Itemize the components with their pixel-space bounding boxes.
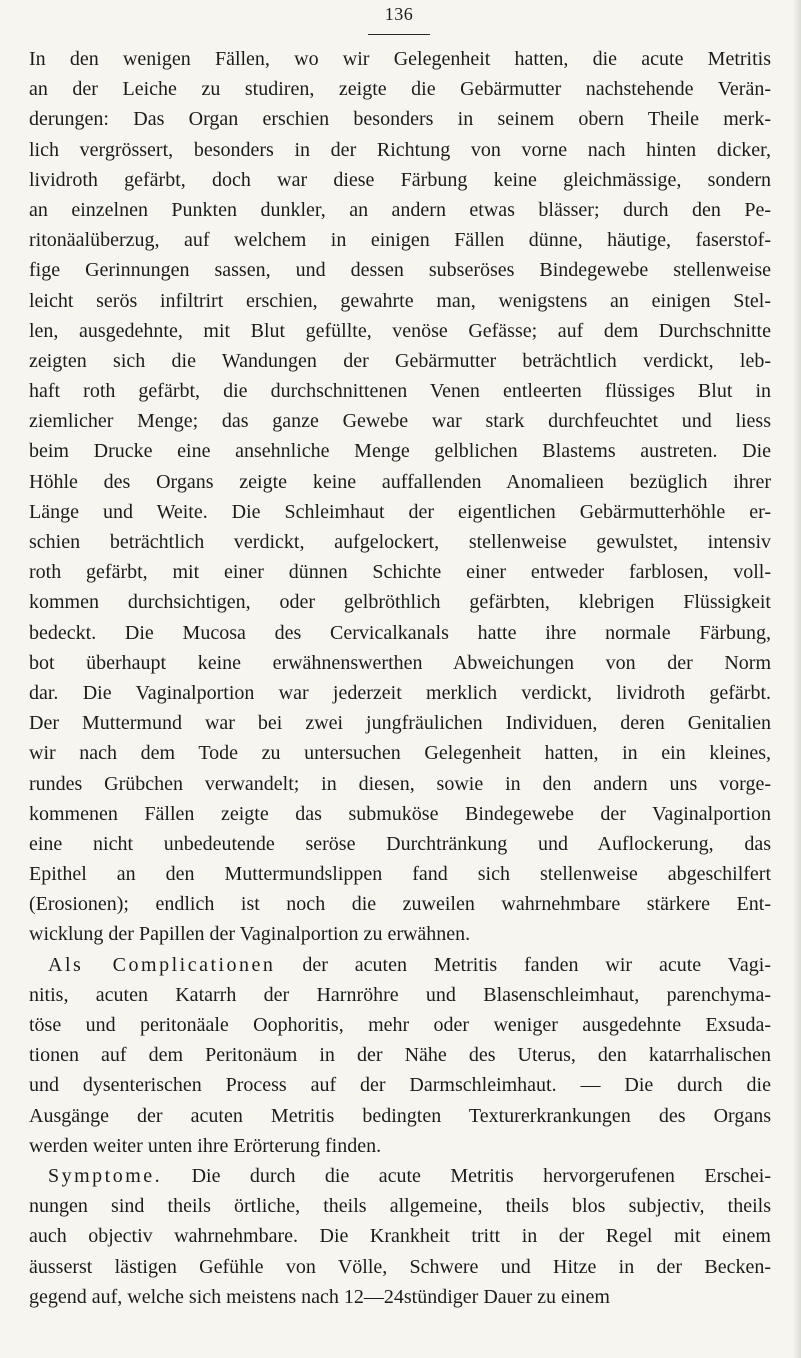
paragraph-autopsy-findings: [29, 44, 771, 950]
text-line: zeigten sich die Wandungen der Gebärmutter beträchtlich verdickt, leb-: [29, 349, 771, 372]
text-line: fige Gerinnungen sassen, und dessen subseröses Bindegewebe stellenweise: [29, 259, 771, 282]
text-line: eine nicht unbedeutende seröse Durchtränkung und Auflockerung, das: [29, 832, 771, 855]
line-text: der acuten Metritis fanden wir acute Vagi-: [275, 953, 771, 976]
text-line: nungen sind theils örtliche, theils allgemeine, theils blos subjectiv, theils: [29, 1195, 771, 1218]
text-line: rundes Grübchen verwandelt; in diesen, sowie in den andern uns vorge-: [29, 772, 771, 795]
text-line: ritonäalüberzug, auf welchem in einigen Fällen dünne, häutige, faserstof-: [29, 229, 771, 252]
text-line: Der Muttermund war bei zwei jungfräulichen Individuen, deren Genitalien: [29, 712, 771, 735]
text-line: ziemlicher Menge; das ganze Gewebe war stark durchfeuchtet und liess: [29, 410, 771, 433]
page-edge-shadow: [793, 0, 801, 1358]
text-line: an der Leiche zu studiren, zeigte die Gebärmutter nachstehende Verän-: [29, 78, 771, 101]
text-line: kommen durchsichtigen, oder gelbröthlich gefärbten, klebrigen Flüssigkeit: [29, 591, 771, 614]
paragraph-complications: [29, 950, 771, 1161]
text-line: Ausgänge der acuten Metritis bedingten Texturerkrankungen des Organs: [29, 1104, 771, 1127]
text-line: In den wenigen Fällen, wo wir Gelegenheit hatten, die acute Metritis: [29, 48, 771, 70]
text-line: nitis, acuten Katarrh der Harnröhre und Blasenschleimhaut, parenchyma-: [29, 983, 771, 1006]
text-line: wir nach dem Tode zu untersuchen Gelegenheit hatten, in ein kleines,: [29, 742, 771, 765]
text-line: Länge und Weite. Die Schleimhaut der eigentlichen Gebärmutterhöhle er-: [29, 500, 771, 523]
text-line: [29, 1161, 771, 1191]
line-text: Die durch die acute Metritis hervorgerufenen Erschei-: [162, 1164, 771, 1187]
text-line: haft roth gefärbt, die durchschnittenen Venen entleerten flüssiges Blut in: [29, 380, 771, 403]
page-number: 136: [384, 4, 414, 24]
paragraph-lead: Symptome.: [48, 1164, 163, 1187]
text-line: äusserst lästigen Gefühle von Völle, Schwere und Hitze in der Becken-: [29, 1255, 771, 1278]
text-line: beim Drucke eine ansehnliche Menge gelblichen Blastems austreten. Die: [29, 440, 771, 463]
text-line: lich vergrössert, besonders in der Richtung von vorne nach hinten dicker,: [29, 138, 771, 161]
text-line: roth gefärbt, mit einer dünnen Schichte einer entweder farblosen, voll-: [29, 561, 771, 584]
text-line: töse und peritonäale Oophoritis, mehr oder weniger ausgedehnte Exsuda-: [29, 1014, 771, 1036]
text-line: an einzelnen Punkten dunkler, an andern etwas blässer; durch den Pe-: [29, 198, 771, 221]
text-line: bot überhaupt keine erwähnenswerthen Abweichungen von der Norm: [29, 651, 771, 674]
text-line: tionen auf dem Peritonäum in der Nähe des Uterus, den katarrhalischen: [29, 1044, 771, 1067]
text-line: und dysenterischen Process auf der Darmschleimhaut. — Die durch die: [29, 1074, 771, 1097]
text-line: len, ausgedehnte, mit Blut gefüllte, venöse Gefässe; auf dem Durchschnitte: [29, 319, 771, 342]
page-number-rule: [368, 34, 430, 35]
text-line: kommenen Fällen zeigte das submuköse Bindegewebe der Vaginalportion: [29, 802, 771, 825]
text-line: Höhle des Organs zeigte keine auffallenden Anomalieen bezüglich ihrer: [29, 470, 771, 493]
text-line: gegend auf, welche sich meistens nach 12—24stündiger Dauer zu einem: [29, 1285, 610, 1308]
text-line: leicht serös infiltrirt erschien, gewahrte man, wenigstens an einigen Stel-: [29, 289, 771, 312]
text-body: [29, 44, 771, 1312]
text-line: [29, 950, 771, 980]
text-line: lividroth gefärbt, doch war diese Färbung keine gleichmässige, sondern: [29, 168, 771, 191]
text-line: werden weiter unten ihre Erörterung finden.: [29, 1134, 382, 1157]
text-line: wicklung der Papillen der Vaginalportion zu erwähnen.: [29, 923, 471, 946]
text-line: auch objectiv wahrnehmbare. Die Krankheit tritt in der Regel mit einem: [29, 1225, 771, 1248]
text-line: Epithel an den Muttermundslippen fand sich stellenweise abgeschilfert: [29, 863, 771, 886]
text-line: dar. Die Vaginalportion war jederzeit merklich verdickt, lividroth gefärbt.: [29, 681, 771, 704]
paragraph-symptoms: [29, 1161, 771, 1312]
text-line: (Erosionen); endlich ist noch die zuweilen wahrnehmbare stärkere Ent-: [29, 893, 771, 916]
text-line: schien beträchtlich verdickt, aufgelockert, stellenweise gewulstet, intensiv: [29, 531, 771, 553]
text-line: derungen: Das Organ erschien besonders in seinem obern Theile merk-: [29, 108, 771, 131]
paragraph-lead: Als Complicationen: [48, 953, 276, 976]
text-line: bedeckt. Die Mucosa des Cervicalkanals hatte ihre normale Färbung,: [29, 621, 771, 644]
